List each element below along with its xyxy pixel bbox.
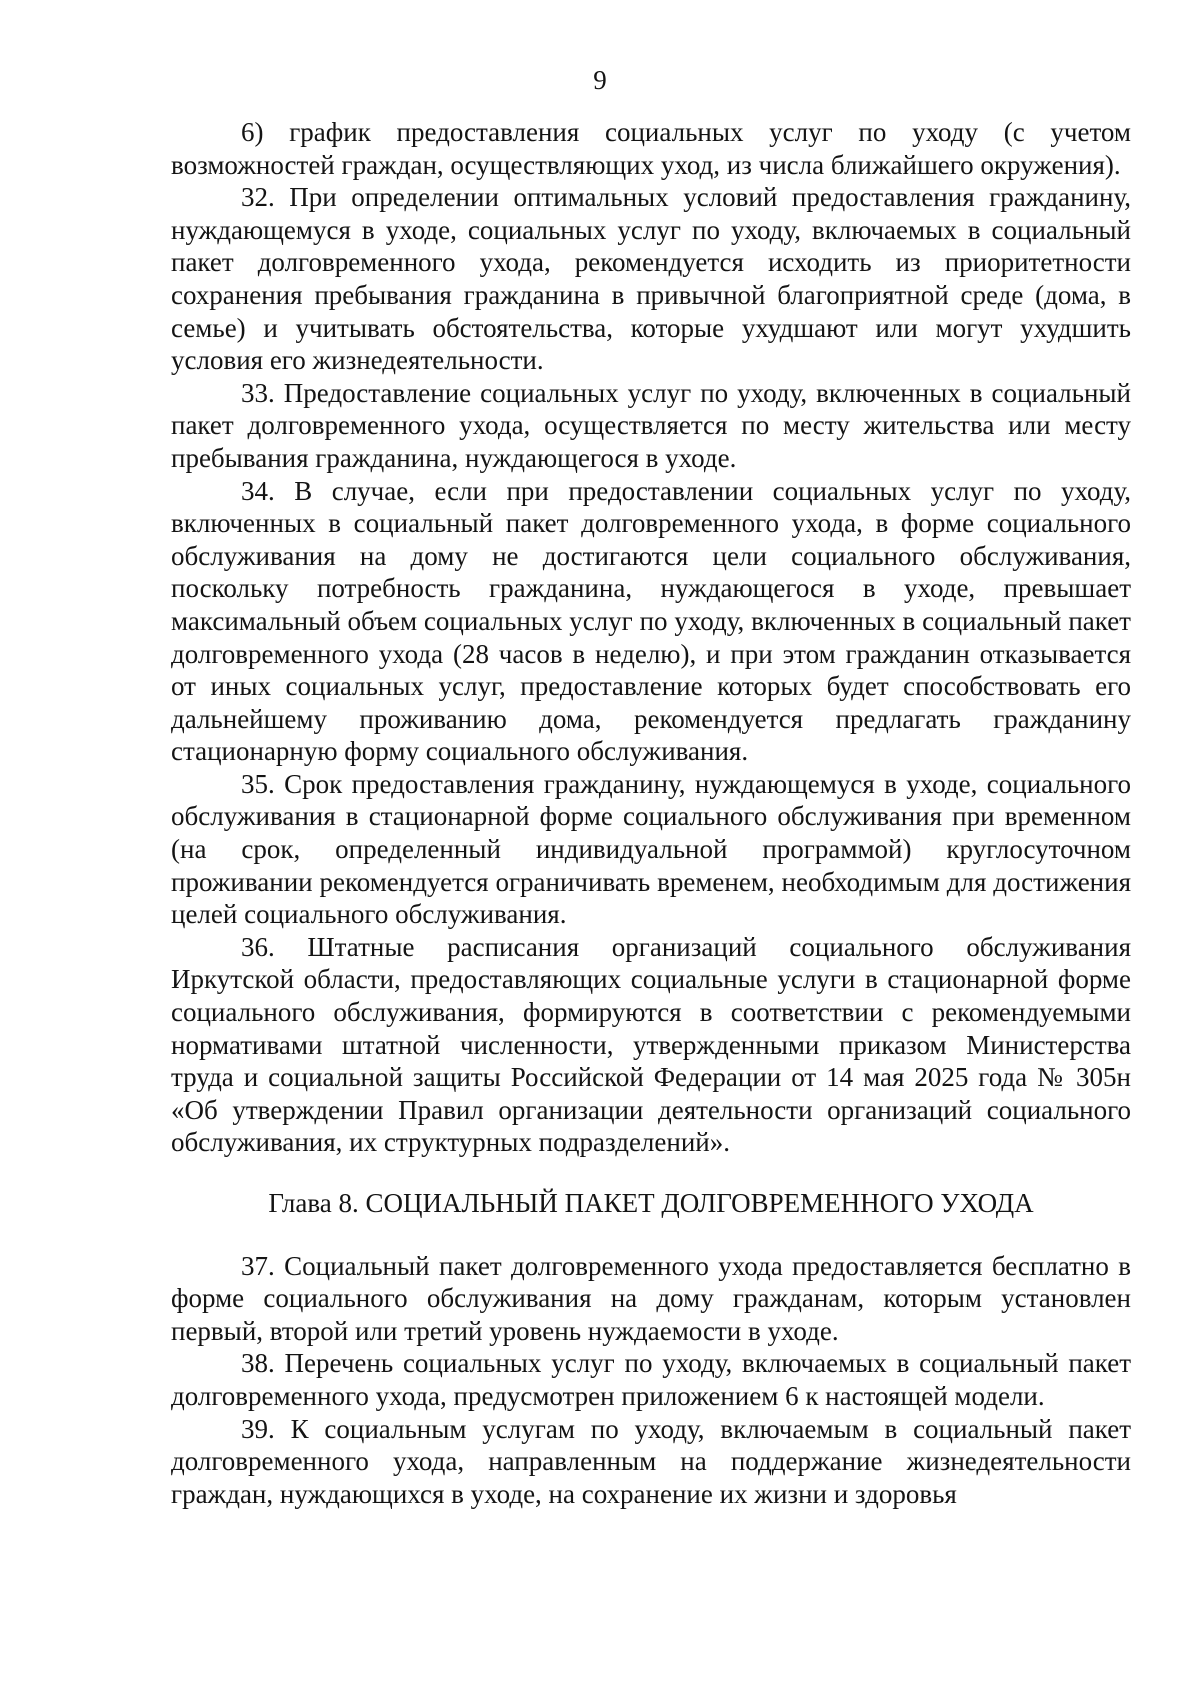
paragraph-34: 34. В случае, если при предоставлении социальных услуг по уходу, включенных в социальный пакет долговременного ухода, в форме социального обслуживания на дому не достигаются цели социального обслуживания, поскольку потребность гражданина, нуждающегося в уходе, превышает максимальный объем социальных услуг по уходу, включенных в социальный пакет долговременного ухода (28 часов в неделю), и при этом гражданин отказывается от иных социальных услуг, предоставление которых будет способствовать его дальнейшему проживанию дома, рекомендуется предлагать гражданину стационарную форму социального обслуживания. [171,475,1131,767]
page-number: 9 [593,65,607,95]
paragraph-33: 33. Предоставление социальных услуг по уходу, включенных в социальный пакет долговременного ухода, осуществляется по месту жительства или месту пребывания гражданина, нуждающегося в уходе. [171,377,1131,473]
chapter-title: Глава 8. СОЦИАЛЬНЫЙ ПАКЕТ ДОЛГОВРЕМЕННОГО УХОДА [268,1188,1034,1218]
paragraph-37: 37. Социальный пакет долговременного ухода предоставляется бесплатно в форме социального обслуживания на дому гражданам, которым установлен первый, второй или третий уровень нуждаемости в уходе. [171,1250,1131,1346]
document-body [171,116,1131,1510]
paragraph-35: 35. Срок предоставления гражданину, нуждающемуся в уходе, социального обслуживания в стационарной форме социального обслуживания при временном (на срок, определенный индивидуальной программой) круглосуточном проживании рекомендуется ограничивать временем, необходимым для достижения целей социального обслуживания. [171,768,1131,930]
paragraph-39: 39. К социальным услугам по уходу, включаемым в социальный пакет долговременного ухода, направленным на поддержание жизнедеятельности граждан, нуждающихся в уходе, на сохранение их жизни и здоровья [171,1413,1131,1509]
paragraph-item-6: 6) график предоставления социальных услуг по уходу (с учетом возможностей граждан, осуществляющих уход, из числа ближайшего окружения). [171,117,1131,180]
paragraph-32: 32. При определении оптимальных условий предоставления гражданину, нуждающемуся в уходе, социальных услуг по уходу, включаемых в социальный пакет долговременного ухода, рекомендуется исходить из приоритетности сохранения пребывания гражданина в привычной благоприятной среде (дома, в семье) и учитывать обстоятельства, которые ухудшают или могут ухудшить условия его жизнедеятельности. [171,182,1131,376]
paragraph-36: 36. Штатные расписания организаций социального обслуживания Иркутской области, предоставляющих социальные услуги в стационарной форме социального обслуживания, формируются в соответствии с рекомендуемыми нормативами штатной численности, утвержденными приказом Министерства труда и социальной защиты Российской Федерации от 14 мая 2025 года № 305н «Об утверждении Правил организации деятельности организаций социального обслуживания, их структурных подразделений». [171,931,1131,1158]
paragraph-38: 38. Перечень социальных услуг по уходу, включаемых в социальный пакет долговременного ухода, предусмотрен приложением 6 к настоящей модели. [171,1348,1131,1411]
